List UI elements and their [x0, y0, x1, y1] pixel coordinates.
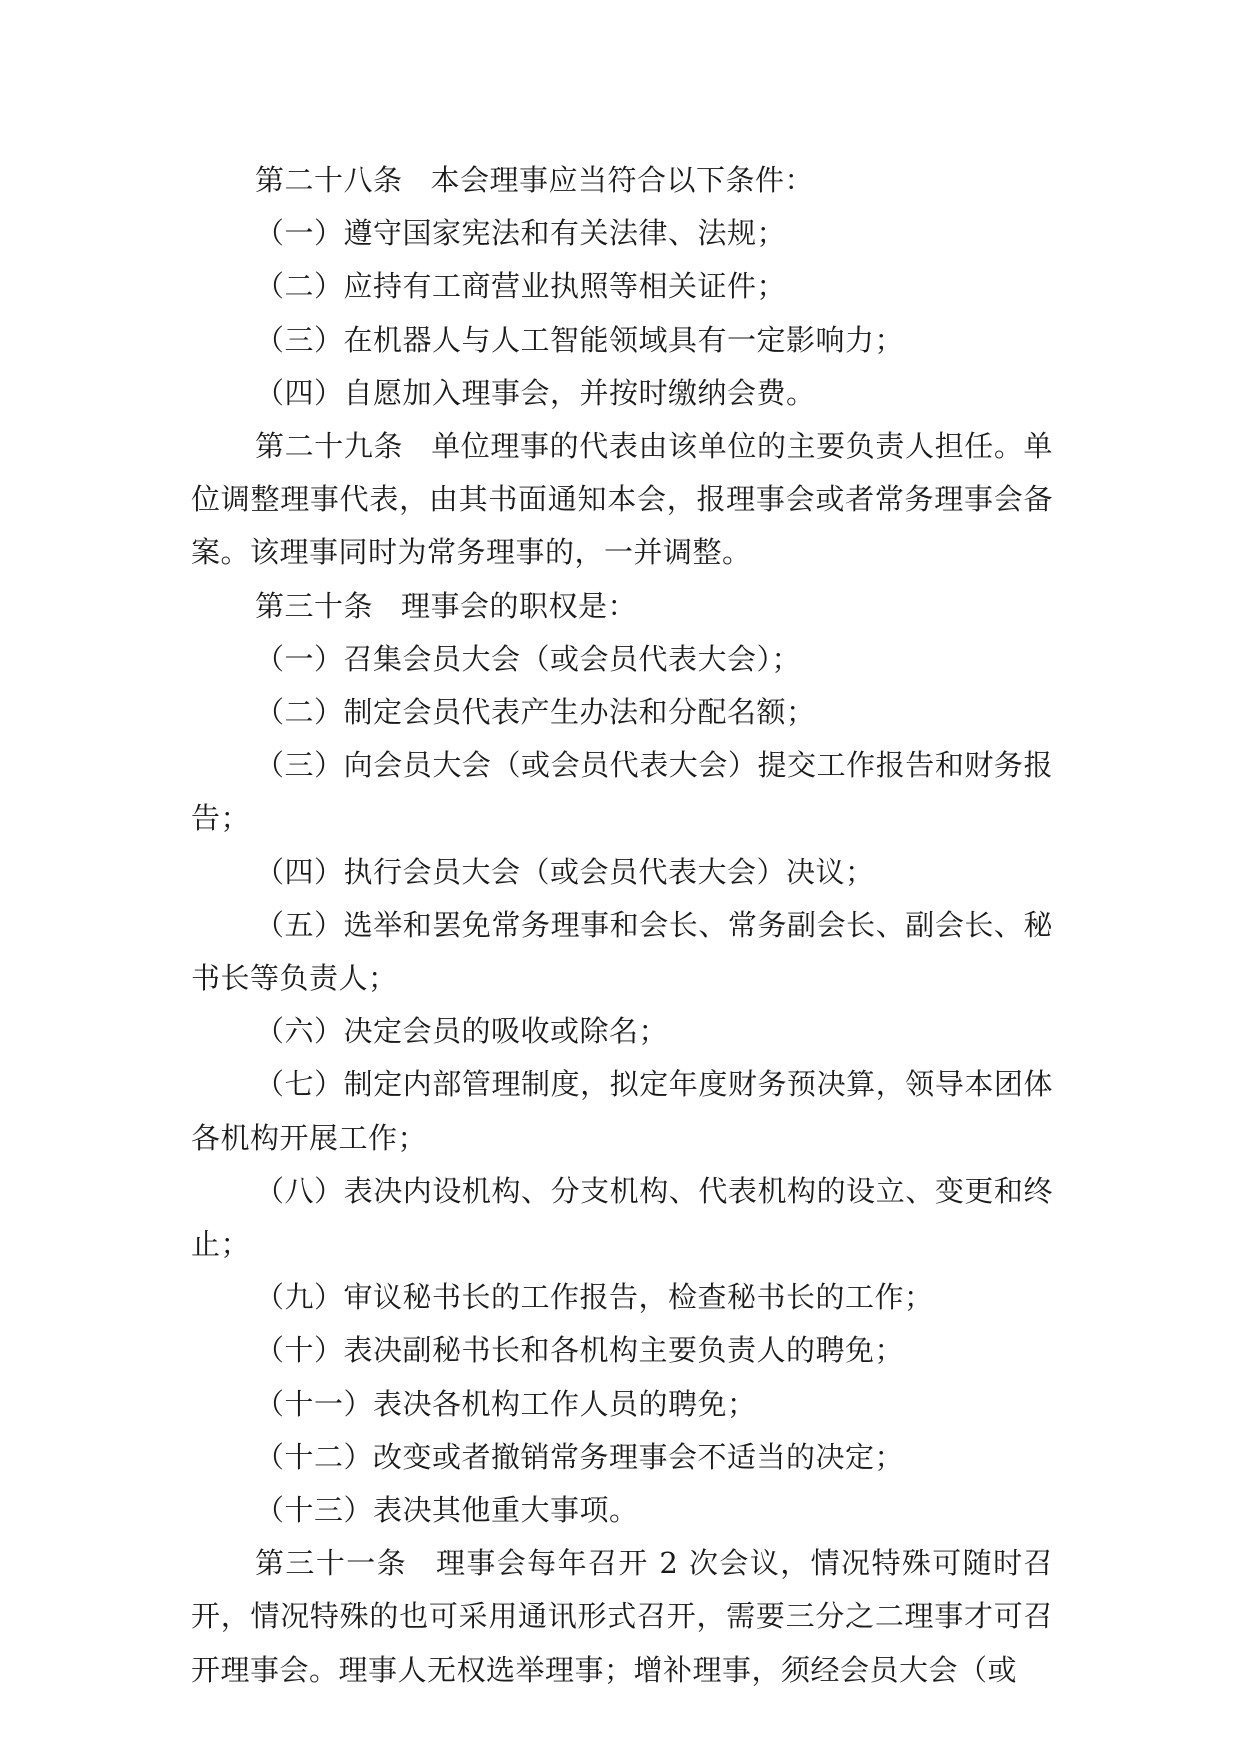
list-item [191, 633, 1053, 686]
list-item [191, 207, 1053, 260]
article-heading: 第二十八条 [255, 163, 403, 197]
paragraph-body: 理事会每年召开 2 次会议，情况特殊可随时召开，情况特殊的也可采用通讯形式召开，需要三分之二理事才可召开理事会。理事人无权选举理事；增补理事，须经会员大会（或 [191, 1546, 1053, 1687]
article-30-paragraph [191, 580, 1053, 633]
paragraph-body: （八）表决内设机构、分支机构、代表机构的设立、变更和终止； [191, 1173, 1053, 1262]
list-item [191, 1324, 1053, 1377]
list-item [191, 1431, 1053, 1484]
article-29-paragraph [191, 420, 1053, 580]
list-item [191, 1271, 1053, 1324]
article-28-paragraph [191, 154, 1053, 207]
paragraph-body: （十一）表决各机构工作人员的聘免； [255, 1386, 757, 1421]
article-heading: 第三十条 [255, 588, 374, 623]
paragraph-body: 本会理事应当符合以下条件： [430, 163, 815, 197]
article-heading: 第二十九条 [255, 429, 404, 464]
paragraph-body: （一）遵守国家宪法和有关法律、法规； [255, 216, 787, 251]
paragraph-body: （九）审议秘书长的工作报告，检查秘书长的工作； [255, 1280, 934, 1315]
paragraph-body: 单位理事的代表由该单位的主要负责人担任。单位调整理事代表，由其书面通知本会，报理事会或者常务理事会备案。该理事同时为常务理事的，一并调整。 [191, 429, 1053, 570]
paragraph-body: （六）决定会员的吸收或除名； [255, 1014, 669, 1049]
paragraph-body: （四）执行会员大会（或会员代表大会）决议； [255, 854, 875, 889]
list-item [191, 1165, 1053, 1271]
list-item [191, 1378, 1053, 1431]
paragraph-body: （二）制定会员代表产生办法和分配名额； [255, 695, 816, 730]
list-item [191, 1058, 1053, 1164]
paragraph-body: （十三）表决其他重大事项。 [255, 1493, 639, 1528]
list-item [191, 1484, 1053, 1537]
paragraph-body: （十）表决副秘书长和各机构主要负责人的聘免； [255, 1333, 905, 1368]
paragraph-body: （一）召集会员大会（或会员代表大会）； [255, 641, 802, 676]
article-heading: 第三十一条 [255, 1546, 408, 1581]
list-item [191, 260, 1053, 313]
paragraph-body: （二）应持有工商营业执照等相关证件； [255, 269, 787, 304]
paragraph-body: （三）向会员大会（或会员代表大会）提交工作报告和财务报告； [191, 748, 1053, 836]
list-item [191, 846, 1053, 899]
paragraph-body: （十二）改变或者撤销常务理事会不适当的决定； [255, 1439, 905, 1474]
list-item [191, 367, 1053, 420]
paragraph-body: （四）自愿加入理事会，并按时缴纳会费。 [255, 375, 816, 410]
paragraph-body: 理事会的职权是： [401, 588, 638, 623]
list-item [191, 686, 1053, 739]
article-text [191, 154, 1053, 1697]
paragraph-body: （三）在机器人与人工智能领域具有一定影响力； [255, 322, 905, 357]
list-item [191, 314, 1053, 367]
article-31-paragraph [191, 1537, 1053, 1697]
list-item [191, 1005, 1053, 1058]
paragraph-body: （七）制定内部管理制度，拟定年度财务预决算，领导本团体各机构开展工作； [191, 1067, 1053, 1155]
list-item [191, 739, 1053, 845]
paragraph-body: （五）选举和罢免常务理事和会长、常务副会长、副会长、秘书长等负责人； [191, 907, 1053, 996]
list-item [191, 899, 1053, 1005]
